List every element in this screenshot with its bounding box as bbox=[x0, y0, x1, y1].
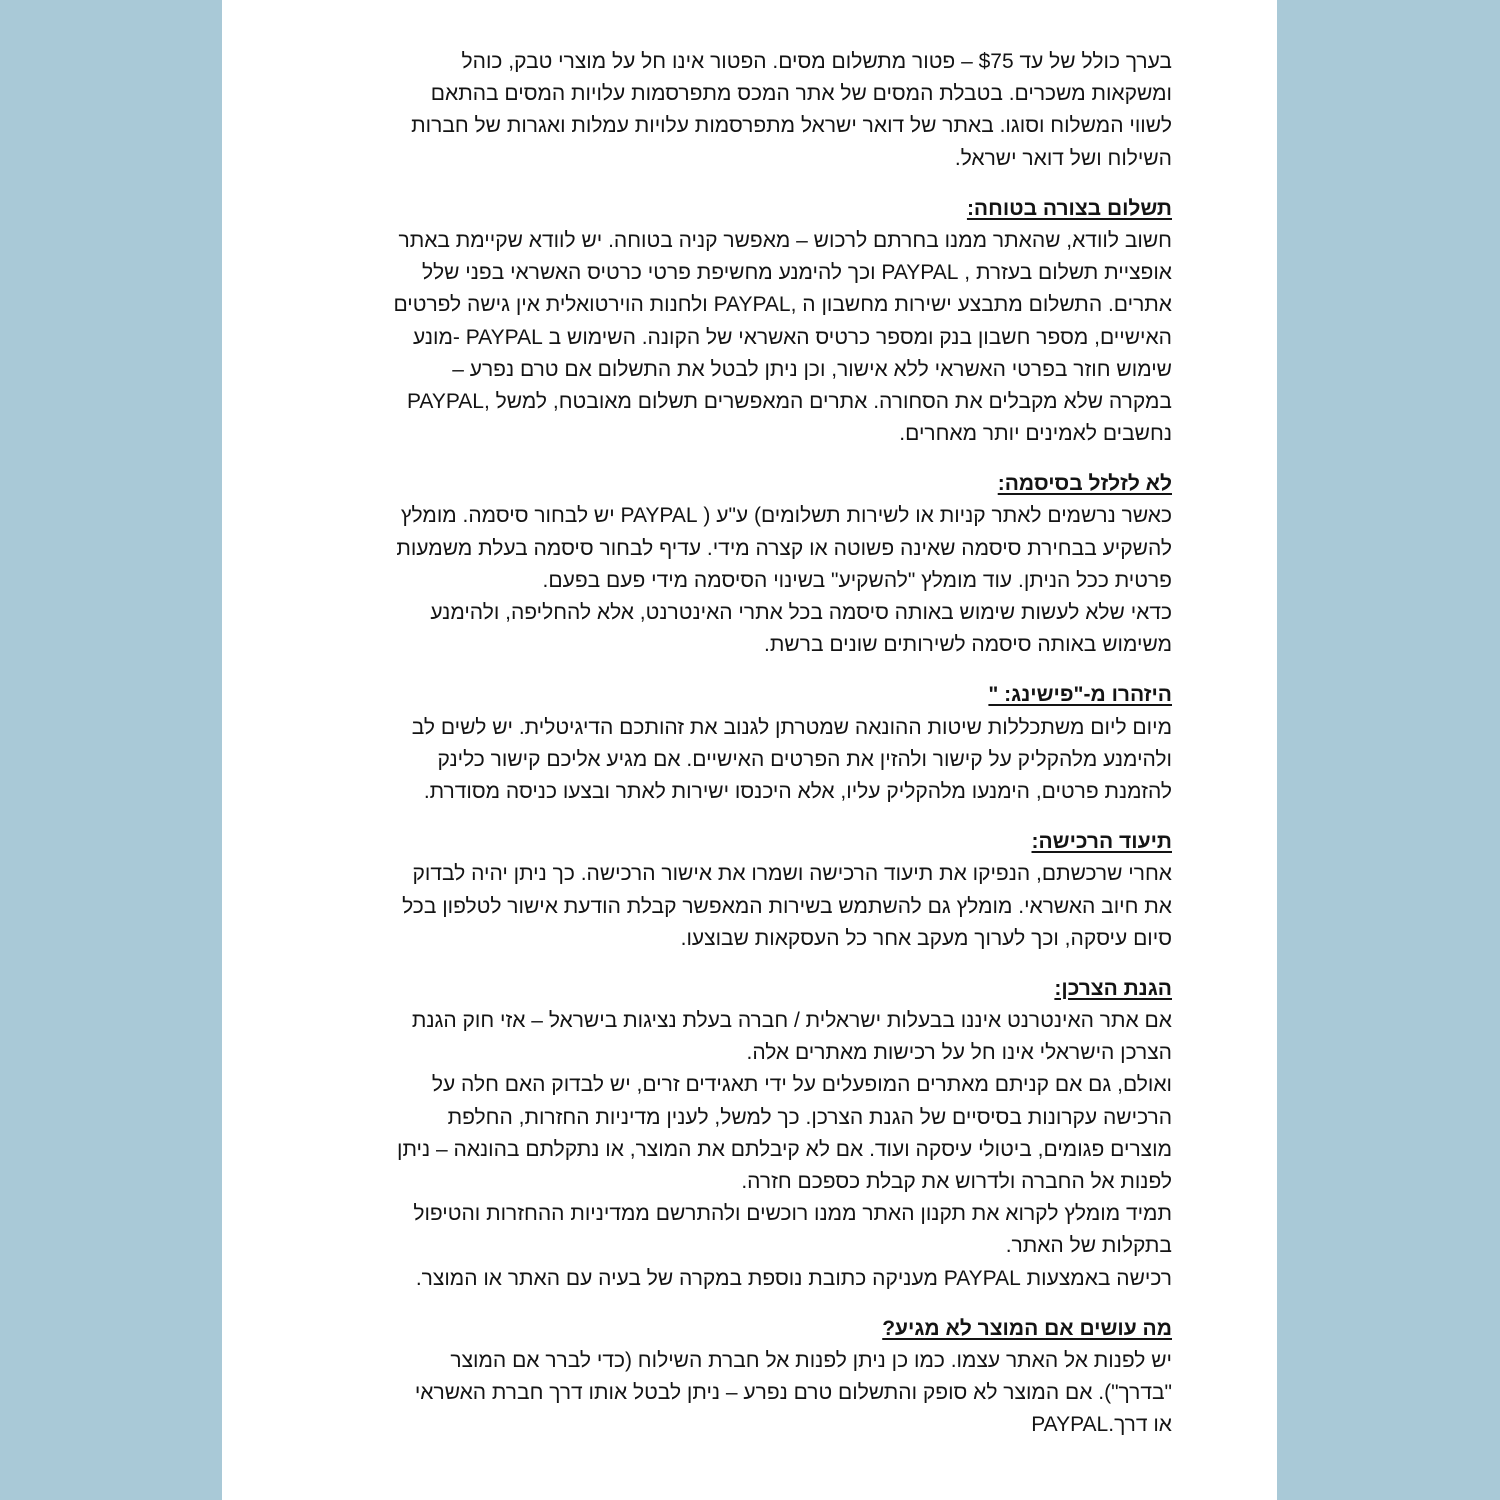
paragraph-line: משימוש באותה סיסמה לשירותים שונים ברשת. bbox=[764, 633, 1172, 657]
paragraph-line: רכישה באמצעות PAYPAL מעניקה כתובת נוספת במקרה של בעיה עם האתר או המוצר. bbox=[415, 1266, 1172, 1290]
section-heading: תשלום בצורה בטוחה: bbox=[966, 196, 1172, 220]
paragraph-line: ומשקאות משכרים. בטבלת המסים של אתר המכס מתפרסמות עלויות המסים בהתאם bbox=[430, 82, 1172, 106]
paragraph-line: השילוח ושל דואר ישראל. bbox=[954, 146, 1172, 170]
paragraph-line: את חיוב האשראי. מומלץ גם להשתמש בשירות המאפשר קבלת הודעת אישור לטלפון בכל bbox=[402, 894, 1172, 918]
paragraph-line: הצרכן הישראלי אינו חל על רכישות מאתרים אלה. bbox=[746, 1041, 1172, 1065]
paragraph-line: לפנות אל החברה ולדרוש את קבלת כספכם חזרה. bbox=[741, 1170, 1172, 1193]
paragraph-line: הרכישה עקרונות בסיסיים של הגנת הצרכן. כך למשל, לענין מדיניות החזרות, החלפת bbox=[447, 1105, 1172, 1129]
paragraph-line: יש לפנות אל האתר עצמו. כמו כן ניתן לפנות אל חברת השילוח (כדי לברר אם המוצר bbox=[450, 1348, 1172, 1372]
paragraph-line: מיום ליום משתכללות שיטות ההונאה שמטרתן לגנוב את זהותכם הדיגיטלית. יש לשים לב bbox=[411, 715, 1172, 739]
section-phishing bbox=[262, 679, 1172, 808]
paragraph-line: אחרי שרכשתם, הנפיקו את תיעוד הרכישה ושמרו את אישור הרכישה. כך ניתן יהיה לבדוק bbox=[412, 862, 1172, 886]
section-customs-tax bbox=[262, 46, 1172, 175]
section-consumer-protection bbox=[262, 973, 1172, 1295]
section-heading: היזהרו מ-"פישינג: " bbox=[988, 683, 1172, 707]
paragraph-line: נחשבים לאמינים יותר מאחרים. bbox=[899, 422, 1172, 446]
paragraph-line: סיום עיסקה, וכך לערוך מעקב אחר כל העסקאות שבוצעו. bbox=[680, 926, 1172, 950]
paragraph-line: לשווי המשלוח וסוגו. באתר של דואר ישראל מתפרסמות עלויות עמלות ואגרות של חברות bbox=[411, 114, 1172, 138]
paragraph-line: במקרה שלא מקבלים את הסחורה. אתרים המאפשרים תשלום מאובטח, למשל ,PAYPAL bbox=[406, 389, 1172, 413]
paragraph-line: מוצרים פגומים, ביטולי עיסקה ועוד. אם לא קיבלתם את המוצר, או נתקלתם בהונאה – ניתן bbox=[396, 1137, 1172, 1161]
paragraph-line: חשוב לוודא, שהאתר ממנו בחרתם לרכוש – מאפשר קניה בטוחה. יש לוודא שקיימת באתר bbox=[398, 228, 1172, 252]
section-heading: הגנת הצרכן: bbox=[1054, 976, 1172, 1000]
paragraph-line: כאשר נרשמים לאתר קניות או לשירות תשלומים) ע"ע ( PAYPAL יש לבחור סיסמה. מומלץ bbox=[400, 504, 1172, 528]
paragraph-line: פרטית ככל הניתן. עוד מומלץ "להשקיע" בשינוי הסיסמה מידי פעם בפעם. bbox=[542, 568, 1172, 592]
paragraph-line: כדאי שלא לעשות שימוש באותה סיסמה בכל אתרי האינטרנט, אלא להחליפה, ולהימנע bbox=[430, 601, 1172, 624]
paragraph-line: בתקלות של האתר. bbox=[1005, 1234, 1172, 1258]
section-heading: מה עושים אם המוצר לא מגיע? bbox=[882, 1316, 1172, 1340]
paragraph-line: להזמנת פרטים, הימנעו מלהקליק עליו, אלא היכנסו ישירות לאתר ובצעו כניסה מסודרת. bbox=[423, 779, 1172, 803]
section-password bbox=[262, 468, 1172, 661]
section-heading: לא לזלזל בסיסמה: bbox=[997, 472, 1172, 496]
paragraph-line: בערך כולל של עד $75 – פטור מתשלום מסים. הפטור אינו חל על מוצרי טבק, כוהל bbox=[461, 50, 1172, 73]
paragraph-line: להשקיע בבחירת סיסמה שאינה פשוטה או קצרה מידי. עדיף לבחור סיסמה בעלת משמעות bbox=[396, 536, 1172, 560]
document-page bbox=[222, 0, 1277, 1500]
paragraph-line: אם אתר האינטרנט איננו בבעלות ישראלית / חברה בעלת נציגות בישראל – אזי חוק הגנת bbox=[411, 1009, 1172, 1033]
paragraph-line: או דרך.PAYPAL bbox=[1031, 1413, 1172, 1437]
section-secure-payment bbox=[262, 193, 1172, 451]
paragraph-line: האישיים, מספר חשבון בנק ומספר כרטיס האשראי של הקונה. השימוש ב PAYPAL -מונע bbox=[413, 325, 1172, 349]
document-text bbox=[262, 46, 1172, 1442]
paragraph-line: ולהימנע מלהקליק על קישור ולהזין את הפרטים האישיים. אם מגיע אליכם קישור כלינק bbox=[437, 747, 1172, 771]
section-heading: תיעוד הרכישה: bbox=[1031, 830, 1172, 854]
paragraph-line: "בדרך"). אם המוצר לא סופק והתשלום טרם נפרע – ניתן לבטל אותו דרך חברת האשראי bbox=[414, 1381, 1172, 1405]
section-purchase-documentation bbox=[262, 826, 1172, 955]
paragraph-line: שימוש חוזר בפרטי האשראי ללא אישור, וכן ניתן לבטל את התשלום אם טרם נפרע – bbox=[452, 357, 1172, 381]
paragraph-line: אופציית תשלום בעזרת , PAYPAL וכך להימנע מחשיפת פרטי כרטיס האשראי בפני שלל bbox=[422, 261, 1172, 285]
paragraph-line: תמיד מומלץ לקרוא את תקנון האתר ממנו רוכשים ולהתרשם ממדיניות ההחזרות והטיפול bbox=[413, 1202, 1172, 1226]
paragraph-line: אתרים. התשלום מתבצע ישירות מחשבון ה ,PAYPAL ולחנות הוירטואלית אין גישה לפרטים bbox=[393, 293, 1172, 317]
paragraph-line: ואולם, גם אם קניתם מאתרים המופעלים על ידי תאגידים זרים, יש לבדוק האם חלה על bbox=[431, 1073, 1172, 1097]
section-product-not-arrived bbox=[262, 1313, 1172, 1442]
